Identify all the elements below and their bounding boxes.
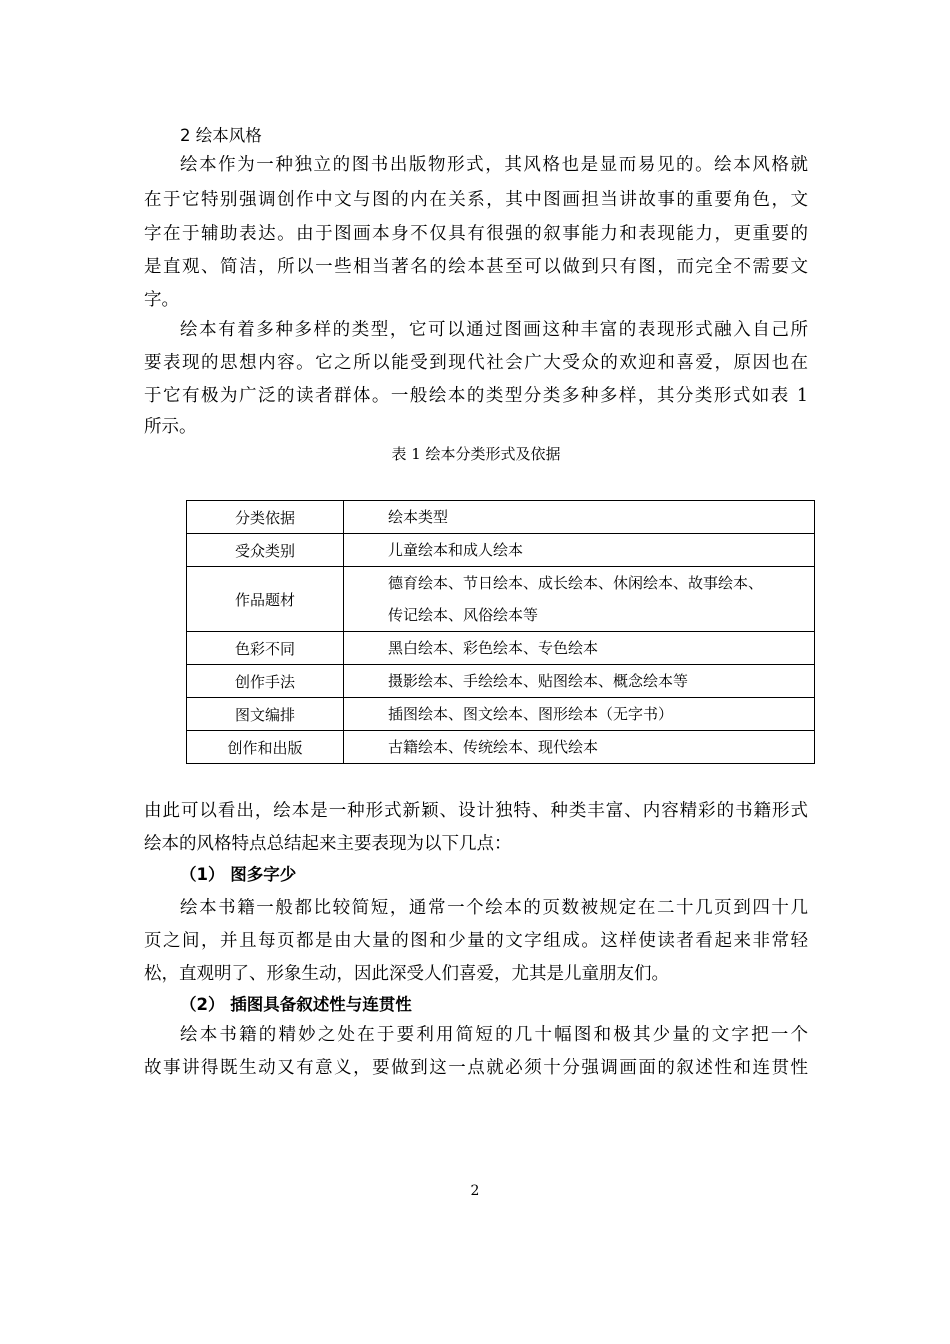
- paragraph1-line: 绘本作为一种独立的图书出版物形式，其风格也是显而易见的。绘本风格就: [180, 155, 808, 175]
- paragraph2-line: 所示。: [144, 417, 197, 437]
- basis-cell: 色彩不同: [187, 632, 344, 665]
- types-cell: 摄影绘本、手绘绘本、贴图绘本、概念绘本等: [344, 665, 815, 698]
- paragraph5-line: 绘本书籍的精妙之处在于要利用简短的几十幅图和极其少量的文字把一个: [180, 1025, 808, 1045]
- paragraph4-line: 松，直观明了、形象生动，因此深受人们喜爱，尤其是儿童朋友们。: [144, 964, 669, 984]
- paragraph1-line: 在于它特别强调创作中文与图的内在关系，其中图画担当讲故事的重要角色，文: [144, 190, 808, 210]
- point2-title: （2） 插图具备叙述性与连贯性: [180, 995, 412, 1014]
- paragraph3-line: 由此可以看出，绘本是一种形式新颖、设计独特、种类丰富、内容精彩的书籍形式: [144, 801, 808, 821]
- classification-table: [186, 500, 815, 764]
- table-row: [187, 567, 815, 632]
- table-row: [187, 698, 815, 731]
- section-title: 2 绘本风格: [180, 126, 262, 145]
- types-cell: 儿童绘本和成人绘本: [344, 534, 815, 567]
- paragraph4-line: 页之间，并且每页都是由大量的图和少量的文字组成。这样使读者看起来非常轻: [144, 931, 808, 951]
- basis-cell: 创作手法: [187, 665, 344, 698]
- table-caption: 表 1 绘本分类形式及依据: [391, 445, 561, 463]
- types-cell: 黑白绘本、彩色绘本、专色绘本: [344, 632, 815, 665]
- table-row: [187, 731, 815, 764]
- point1-title: （1） 图多字少: [180, 865, 297, 884]
- basis-cell: 图文编排: [187, 698, 344, 731]
- types-line: 传记绘本、风俗绘本等: [388, 606, 539, 624]
- page-number: 2: [470, 1183, 480, 1199]
- table-row: [187, 534, 815, 567]
- paragraph5-line: 故事讲得既生动又有意义，要做到这一点就必须十分强调画面的叙述性和连贯性: [144, 1058, 808, 1078]
- types-line: 德育绘本、节日绘本、成长绘本、休闲绘本、故事绘本、: [388, 574, 764, 592]
- paragraph1-line: 是直观、简洁，所以一些相当著名的绘本甚至可以做到只有图，而完全不需要文: [144, 257, 808, 277]
- table-row: [187, 632, 815, 665]
- paragraph1-line: 字。: [144, 290, 179, 310]
- basis-cell: 创作和出版: [187, 731, 344, 764]
- table-row: [187, 665, 815, 698]
- header-cell: 绘本类型: [344, 501, 815, 534]
- paragraph3-line: 绘本的风格特点总结起来主要表现为以下几点：: [144, 834, 512, 854]
- basis-cell: 受众类别: [187, 534, 344, 567]
- paragraph2-line: 绘本有着多种多样的类型，它可以通过图画这种丰富的表现形式融入自己所: [180, 320, 808, 340]
- types-cell: 插图绘本、图文绘本、图形绘本（无字书）: [344, 698, 815, 731]
- paragraph1-line: 字在于辅助表达。由于图画本身不仅具有很强的叙事能力和表现能力，更重要的: [144, 224, 808, 244]
- paragraph2-line: 要表现的思想内容。它之所以能受到现代社会广大受众的欢迎和喜爱，原因也在: [144, 353, 808, 373]
- types-cell: 古籍绘本、传统绘本、现代绘本: [344, 731, 815, 764]
- paragraph4-line: 绘本书籍一般都比较简短，通常一个绘本的页数被规定在二十几页到四十几: [180, 898, 808, 918]
- table-header-row: [187, 501, 815, 534]
- paragraph2-line: 于它有极为广泛的读者群体。一般绘本的类型分类多种多样，其分类形式如表 1: [144, 386, 808, 406]
- types-cell: [344, 567, 815, 632]
- header-cell: 分类依据: [187, 501, 344, 534]
- basis-cell: 作品题材: [187, 567, 344, 632]
